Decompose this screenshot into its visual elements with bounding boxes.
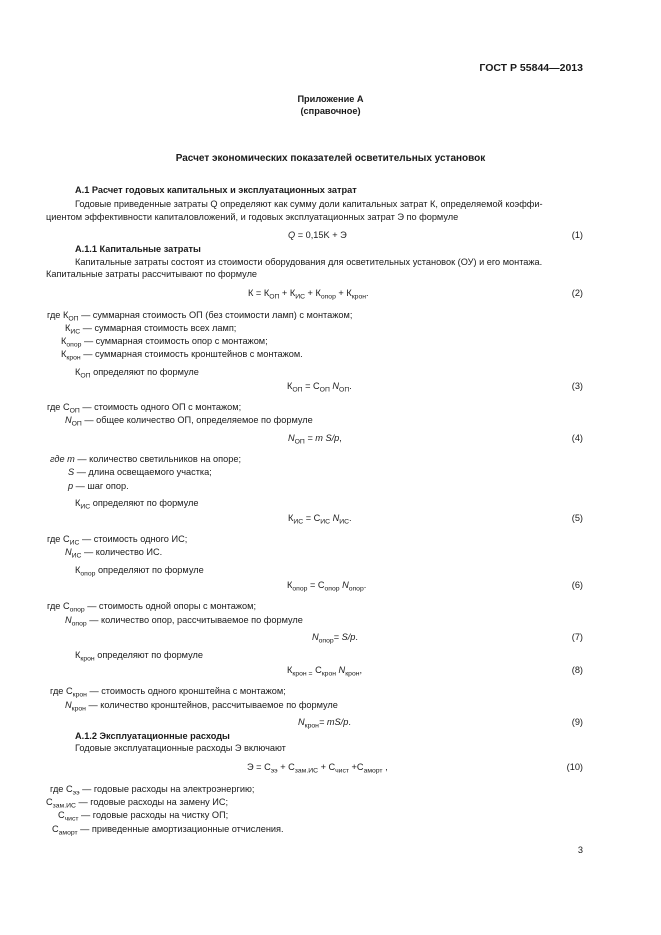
formula-number: (5) — [571, 513, 583, 523]
definition-item: где $С_{ээ}$ — годовые расходы на электроэнергию; — [50, 784, 255, 797]
formula-number: (4) — [571, 433, 583, 443]
formula-10: $Э = С_{ээ} + С_{зам.ИС} + С_{чист} +С_{аморт}$ , — [247, 762, 388, 775]
page-number: 3 — [577, 845, 583, 855]
formula-number: (7) — [571, 632, 583, 642]
paragraph: циентом эффективности капиталовложений, и годовых эксплуатационных затрат Э по формуле — [46, 212, 459, 222]
formula-number: (2) — [571, 288, 583, 298]
formula-intro: $К_{ОП}$ определяют по формуле — [75, 367, 199, 380]
formula-9: $N_{крон}= mS/p$. — [298, 717, 351, 730]
definition-item: $N_{опор}$ — количество опор, рассчитываемое по формуле — [65, 615, 303, 628]
definition-item: $С_{аморт}$ — приведенные амортизационные отчисления. — [52, 824, 284, 837]
definition-item: где $К_{ОП}$ — суммарная стоимость ОП (без стоимости ламп) с монтажом; — [47, 310, 353, 323]
formula-5: $К_{ИС} = С_{ИС}$ $N_{ИС}$. — [288, 513, 352, 526]
formula-number: (10) — [566, 762, 583, 772]
paragraph: Годовые приведенные затраты Q определяют как сумму доли капитальных затрат К, определяемой коэффи- — [75, 199, 543, 209]
formula-6: $К_{опор} = С_{опор}$ $N_{опор}$. — [287, 580, 367, 593]
formula-intro: $К_{опор}$ определяют по формуле — [75, 565, 204, 578]
document-code: ГОСТ Р 55844—2013 — [479, 62, 583, 74]
formula-4: $N_{ОП} = m$ S/p, — [288, 433, 342, 446]
definition-item: где $С_{крон}$ — стоимость одного кронштейна с монтажом; — [50, 686, 286, 699]
appendix-title: Приложение А — [297, 94, 364, 104]
definition-item: $N_{ИС}$ — количество ИС. — [65, 547, 163, 560]
definition-item: где $С_{опор}$ — стоимость одной опоры с монтажом; — [47, 601, 257, 614]
definition-item: $N_{ОП}$ — общее количество ОП, определяемое по формуле — [65, 415, 313, 428]
paragraph: Капитальные затраты состоят из стоимости оборудования для осветительных установок (ОУ) и его монтажа. — [75, 257, 543, 267]
formula-7: $N_{опор}= S/p$. — [312, 632, 358, 645]
definition-item: $N_{крон}$ — количество кронштейнов, рассчитываемое по формуле — [65, 700, 338, 713]
definition-item: p — шаг опор. — [68, 481, 129, 491]
paragraph: Годовые эксплуатационные расходы Э включают — [75, 743, 286, 753]
formula-number: (3) — [571, 381, 583, 391]
definition-item: $К_{опор}$ — суммарная стоимость опор с монтажом; — [61, 336, 268, 349]
section-heading-a11: А.1.1 Капитальные затраты — [75, 244, 201, 254]
section-heading-a1: А.1 Расчет годовых капитальных и эксплуатационных затрат — [75, 185, 357, 195]
formula-1: Q = 0,15K + Э — [288, 230, 347, 240]
definition-item: $С_{чист}$ — годовые расходы на чистку ОП; — [58, 810, 229, 823]
formula-2: $К = К_{ОП} + К_{ИС} + К_{опор} + К_{крон}$. — [248, 288, 369, 301]
formula-number: (6) — [571, 580, 583, 590]
formula-3: $К_{ОП} = С_{ОП}$ $N_{ОП}$. — [287, 381, 352, 394]
paragraph: Капитальные затраты рассчитывают по формуле — [46, 269, 258, 279]
definition-item: где $С_{ОП}$ — стоимость одного ОП с монтажом; — [47, 402, 242, 415]
section-heading-a12: А.1.2 Эксплуатационные расходы — [75, 731, 230, 741]
formula-number: (8) — [571, 665, 583, 675]
appendix-subtitle: (справочное) — [300, 106, 361, 116]
formula-intro: $К_{крон}$ определяют по формуле — [75, 650, 203, 663]
definition-item: $С_{зам.ИС}$ — годовые расходы на замену ИС; — [46, 797, 229, 810]
formula-number: (9) — [571, 717, 583, 727]
definition-item: где $С_{ИС}$ — стоимость одного ИС; — [47, 534, 188, 547]
formula-number: (1) — [571, 230, 583, 240]
definition-item: $К_{ИС}$ — суммарная стоимость всех ламп; — [65, 323, 237, 336]
definition-item: S — длина освещаемого участка; — [68, 467, 212, 477]
definition-item: где m — количество светильников на опоре; — [50, 454, 242, 464]
formula-intro: $К_{ИС}$ определяют по формуле — [75, 498, 199, 511]
formula-8: $К_{крон =}$ $С_{крон}$ $N_{крон}$, — [287, 665, 363, 678]
document-title: Расчет экономических показателей осветительных установок — [175, 153, 486, 164]
definition-item: $К_{крон}$ — суммарная стоимость кронштейнов с монтажом. — [61, 349, 303, 362]
